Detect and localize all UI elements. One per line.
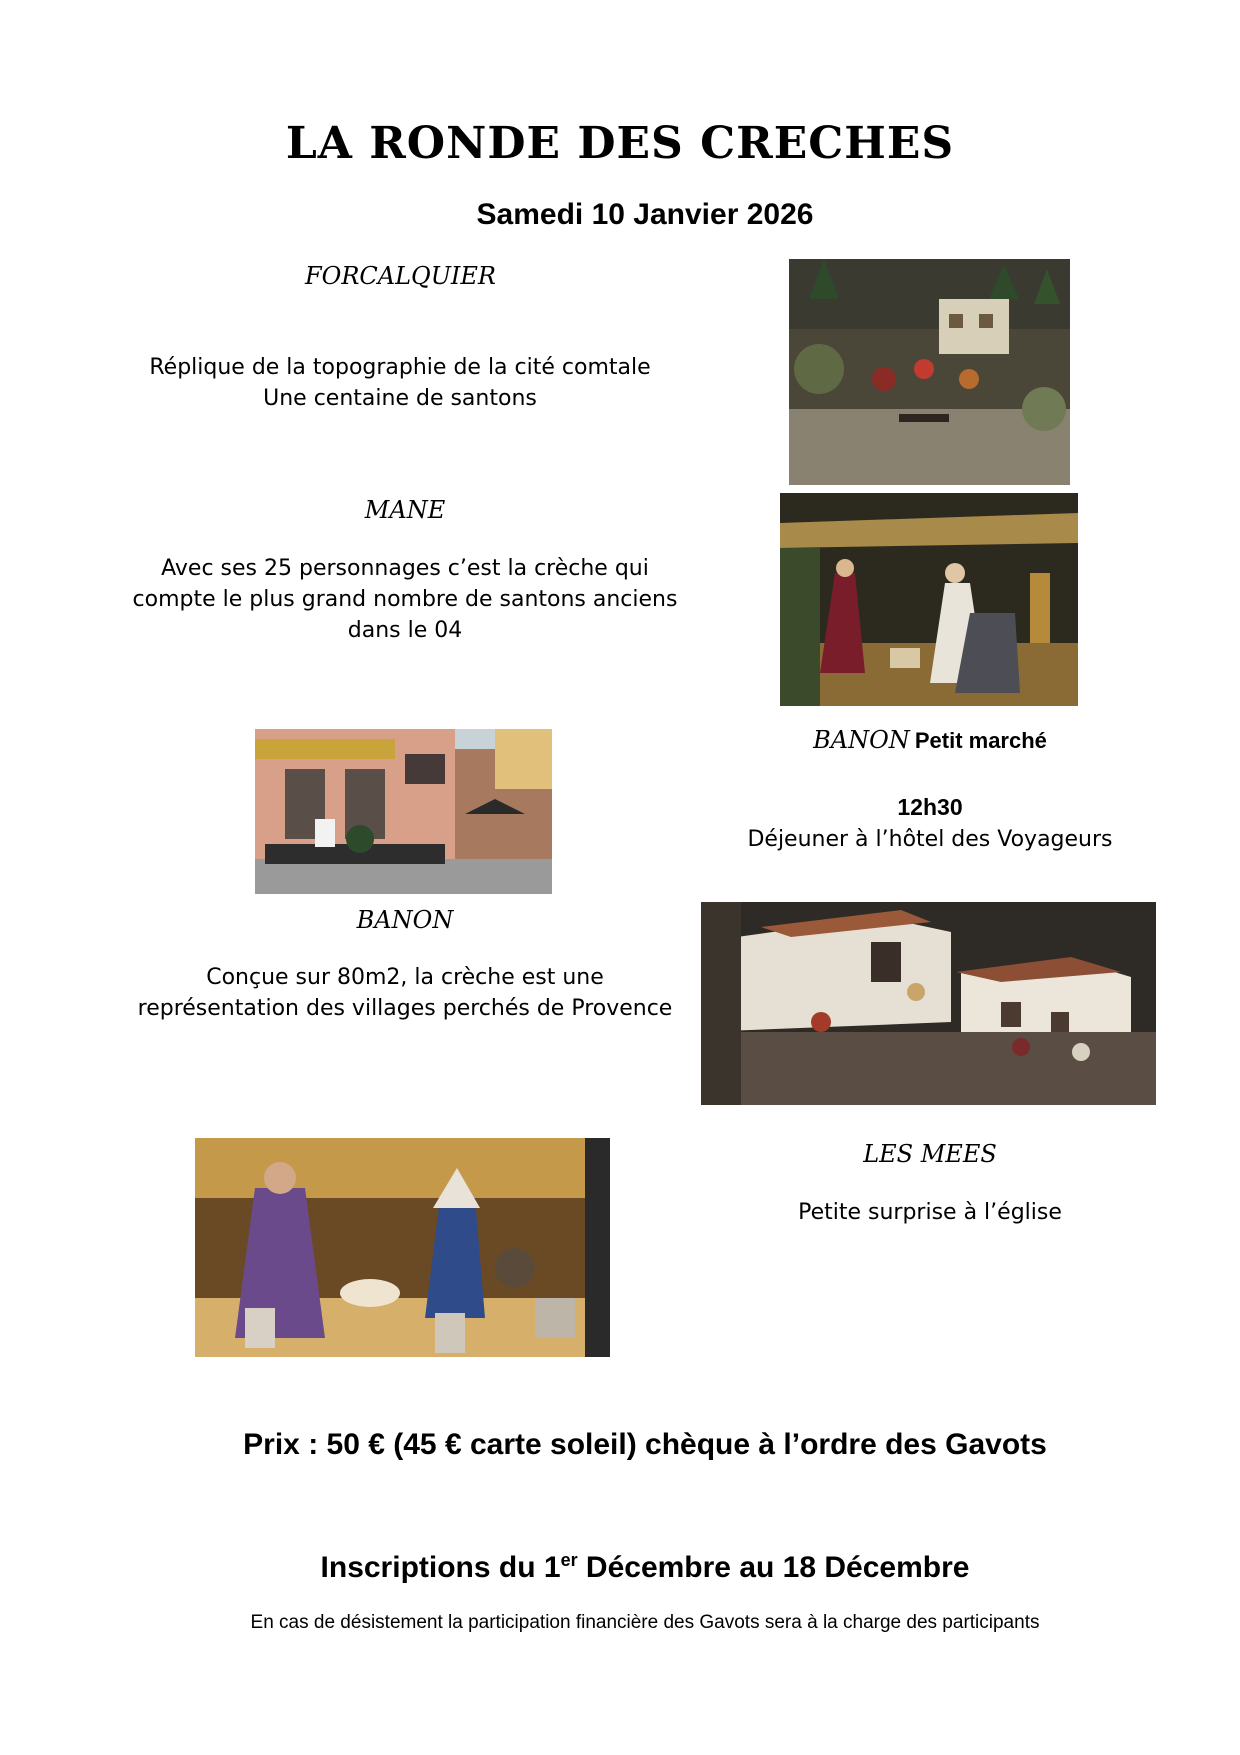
cancellation-note: En cas de désistement la participation financière des Gavots sera à la charge des participants — [250, 1612, 1040, 1633]
price: Prix : 50 € (45 € carte soleil) chèque à l’ordre des Gavots — [243, 1428, 1047, 1461]
mane-creche-photo — [780, 493, 1078, 706]
hotel-des-voyageurs-photo — [255, 729, 552, 894]
stop-banon-desc: Conçue sur 80m2, la crèche est une représentation des villages perchés de Provence — [137, 965, 673, 1021]
stop-banon-market-suffix: Petit marché — [914, 728, 1047, 753]
stop-forcalquier-desc: Réplique de la topographie de la cité comtale Une centaine de santons — [149, 355, 651, 411]
les-mees-creche-photo — [195, 1138, 610, 1357]
forcalquier-creche-photo — [789, 259, 1070, 485]
stop-mane-name: MANE — [364, 496, 446, 524]
inscriptions: Inscriptions du 1er Décembre au 18 Décembre — [320, 1550, 970, 1584]
page-title: LA RONDE DES CRECHES — [285, 118, 955, 169]
stop-mane-desc: Avec ses 25 personnages c’est la crèche qui compte le plus grand nombre de santons anciens dans le 04 — [132, 556, 678, 643]
stop-les-mees-desc: Petite surprise à l’église — [798, 1200, 1062, 1225]
stop-banon-market — [700, 726, 1160, 754]
stop-les-mees-name: LES MEES — [863, 1140, 997, 1168]
stop-banon-name: BANON — [356, 906, 454, 934]
stop-forcalquier-name: FORCALQUIER — [305, 262, 497, 290]
banon-creche-photo — [701, 902, 1156, 1105]
stop-banon-market-name: BANON — [813, 726, 910, 754]
lunch-text: Déjeuner à l’hôtel des Voyageurs — [747, 827, 1113, 852]
lunch-time: 12h30 — [897, 794, 963, 820]
event-date: Samedi 10 Janvier 2026 — [476, 198, 814, 231]
